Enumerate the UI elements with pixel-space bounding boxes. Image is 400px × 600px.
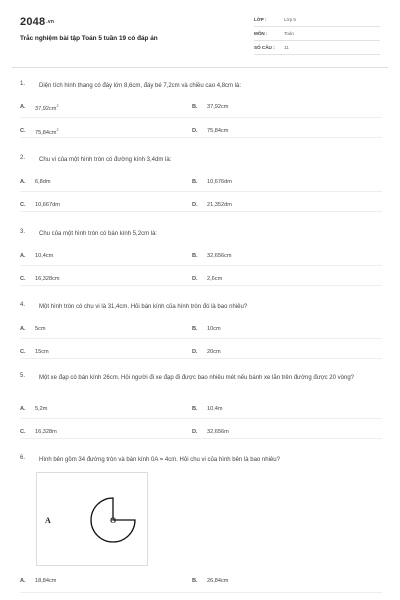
question-6-figure xyxy=(36,472,148,566)
question-text: Hình bên gồm 34 đường tròn và bán kính 0A = 4cm. Hỏi chu vi của hình bên là bao nhiêu? xyxy=(39,457,280,463)
question-number: 4. xyxy=(20,302,26,308)
page-header xyxy=(0,0,400,62)
question-text: Chu vi của một hình tròn có đường kính 3,4dm là: xyxy=(39,157,172,163)
meta-class xyxy=(254,14,380,27)
option-row xyxy=(20,117,382,138)
figure-label-a: A xyxy=(45,516,51,525)
header-divider xyxy=(12,67,388,68)
option-row xyxy=(20,572,382,593)
quiz-page: 2048.vn Trắc nghiệm bài tập Toán 5 tuần 19 có đáp án LỚP : Lớp 5 MÔN : Toán SỐ CÂU : 11 1. Diện tích hình thang có đáy lớn 8,6cm, đáy bé 7,2cm và chiều cao 4,8cm là: A. $37,92cm^2$ B. 37,92cm C. $75,84cm^2$ D. 75,84cm 2. Chu vi của một hình tròn có đường kính 3,4dm là: A. 6,8dm B. 10,676dm C. 10,667dm D. 21,352dm 3. Chu của một hình tròn có bán kính 5,2cm là: A. 10,4cm B. 32,656cm C. 16,328cm D. 2,6cm 4. Một hình tròn có chu vi là 31,4cm. Hỏi bán kính của hình tròn đó là bao nhiêu? A. 5cm B. 10cm C. 15cm D. 20cm 5. Một xe đạp có bán kính 26cm. Hỏi người đi xe đạp đi được bao nhiêu mét nếu bánh xe lăn trên đường được 20 vòng? A. 5,2m B. 10,4m C. 16,328m D. 32,656m 6. Hình bên gồm 34 đường tròn và bán kính 0A = 4cm. Hỏi chu vi của hình bên là bao nhiêu? A O A. 18,84cm B. 26,84cm xyxy=(0,0,400,600)
meta-value: Toán xyxy=(284,31,294,36)
three-quarter-circle-figure xyxy=(37,473,147,565)
meta-value: Lớp 5 xyxy=(284,17,296,22)
question-text: Một hình tròn có chu vi là 31,4cm. Hỏi bán kính của hình tròn đó là bao nhiêu? xyxy=(39,304,248,310)
question-text: Chu của một hình tròn có bán kính 5,2cm là: xyxy=(39,231,158,237)
meta-label: SỐ CÂU : xyxy=(254,45,275,50)
meta-label: MÔN : xyxy=(254,31,268,36)
question-number: 1. xyxy=(20,81,26,87)
site-logo[interactable]: 2048.vn xyxy=(20,16,55,28)
option-row xyxy=(20,245,382,266)
page-title: Trắc nghiệm bài tập Toán 5 tuần 19 có đáp án xyxy=(20,35,158,42)
option-row xyxy=(20,338,382,359)
option-row xyxy=(20,265,382,286)
meta-subject xyxy=(254,28,380,41)
meta-label: LỚP : xyxy=(254,17,267,22)
option-row xyxy=(20,318,382,339)
meta-question-count xyxy=(254,42,380,55)
option-row xyxy=(20,191,382,212)
question-number: 6. xyxy=(20,455,26,461)
figure-label-o: O xyxy=(110,516,117,525)
question-text: Một xe đạp có bán kính 26cm. Hỏi người đi xe đạp đi được bao nhiêu mét nếu bánh xe lăn trên đường được 20 vòng? xyxy=(39,375,354,381)
question-number: 3. xyxy=(20,229,26,235)
question-number: 2. xyxy=(20,155,26,161)
option-row xyxy=(20,171,382,192)
option-row xyxy=(20,398,382,419)
question-number: 5. xyxy=(20,373,26,379)
question-text: Diện tích hình thang có đáy lớn 8,6cm, đáy bé 7,2cm và chiều cao 4,8cm là: xyxy=(39,83,242,89)
meta-value: 11 xyxy=(284,45,289,50)
option-row xyxy=(20,97,382,118)
option-row xyxy=(20,418,382,439)
